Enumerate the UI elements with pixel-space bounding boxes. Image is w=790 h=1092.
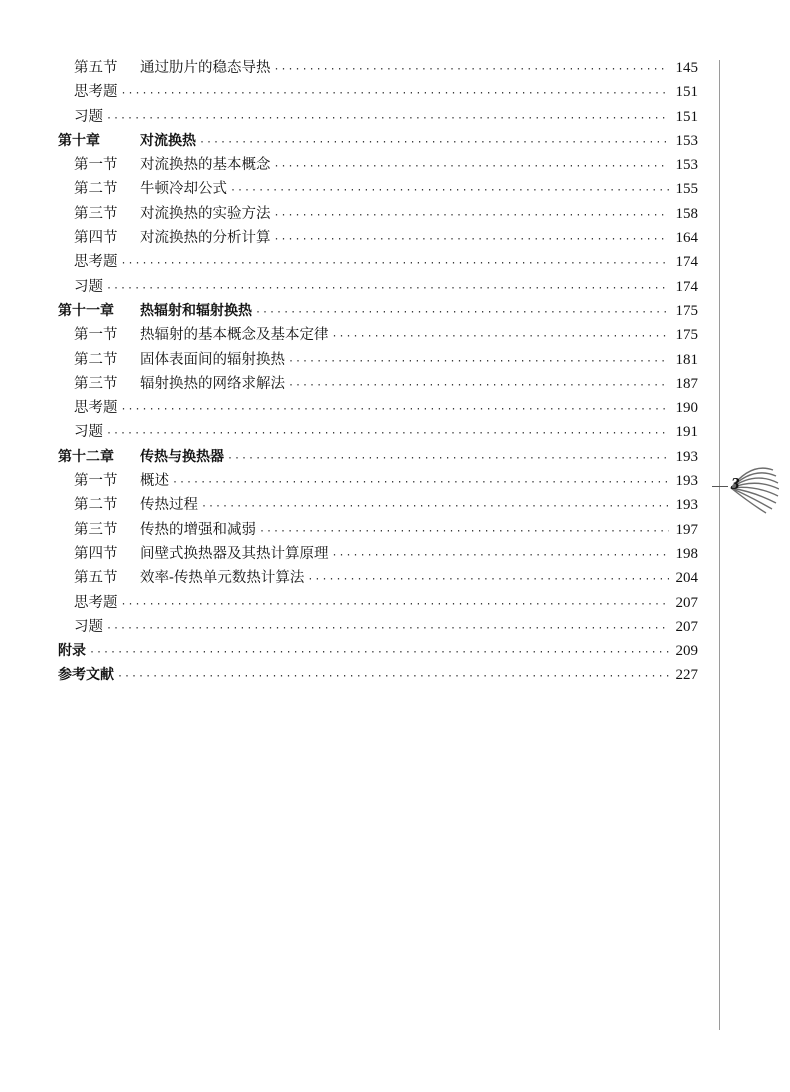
toc-section-row (58, 80, 698, 104)
toc-entry-number: 第二节 (74, 497, 118, 514)
toc-entry-number: 第二节 (74, 351, 118, 368)
toc-section-row (58, 226, 698, 250)
toc-entry-page: 151 (675, 84, 698, 101)
toc-entry-page: 153 (675, 157, 698, 174)
dot-leader (106, 277, 669, 301)
dot-leader (106, 617, 669, 641)
toc-entry-number: 第一节 (74, 327, 118, 344)
toc-entry-page: 207 (675, 594, 698, 611)
toc-section-row (58, 177, 698, 201)
toc-section-row (58, 56, 698, 80)
toc-section-row (58, 105, 698, 129)
dot-leader (121, 593, 670, 617)
dot-leader (288, 374, 669, 398)
dot-leader (255, 301, 669, 325)
toc-section-row (58, 615, 698, 639)
dot-leader (274, 58, 670, 82)
toc-entry-number: 第十章 (58, 132, 100, 149)
margin-rule (719, 60, 720, 1030)
dot-leader (106, 107, 669, 131)
page-number: 3 (731, 474, 740, 493)
toc-entry-title: 习题 (74, 618, 103, 635)
dot-leader (121, 398, 670, 422)
toc-entry-title: 对流换热的分析计算 (140, 230, 271, 247)
toc-entry-title: 牛顿冷却公式 (140, 181, 227, 198)
toc-chapter-row (58, 299, 698, 323)
toc-entry-title: 固体表面间的辐射换热 (140, 351, 285, 368)
toc-entry-page: 198 (675, 545, 698, 562)
toc-chapter-row (58, 129, 698, 153)
toc-section-row (58, 420, 698, 444)
toc-section-row (58, 542, 698, 566)
toc-entry-page: 158 (675, 205, 698, 222)
toc-entry-title: 思考题 (74, 400, 118, 417)
toc-entry-title: 热辐射的基本概念及基本定律 (140, 327, 329, 344)
toc-entry-number: 第十一章 (58, 302, 114, 319)
toc-entry-number: 第四节 (74, 230, 118, 247)
dot-leader (201, 495, 669, 519)
toc-entry-number: 第三节 (74, 375, 118, 392)
dot-leader (172, 471, 669, 495)
toc-chapter-row (58, 663, 698, 687)
toc-section-row (58, 469, 698, 493)
toc-entry-title: 思考题 (74, 84, 118, 101)
dot-leader (106, 422, 669, 446)
toc-entry-page: 155 (675, 181, 698, 198)
toc-entry-title: 习题 (74, 278, 103, 295)
toc-entry-page: 187 (675, 375, 698, 392)
dot-leader (259, 520, 669, 544)
toc-entry-page: 209 (675, 643, 698, 660)
table-of-contents (58, 56, 698, 688)
toc-entry-page: 227 (675, 667, 698, 684)
toc-entry-page: 193 (675, 473, 698, 490)
toc-entry-title: 习题 (74, 108, 103, 125)
toc-entry-title: 间壁式换热器及其热计算原理 (140, 545, 329, 562)
toc-entry-page: 197 (675, 521, 698, 538)
toc-entry-title: 参考文献 (58, 667, 114, 684)
dot-leader (332, 325, 670, 349)
dot-leader (274, 228, 670, 252)
dot-leader (117, 665, 669, 689)
toc-section-row (58, 591, 698, 615)
toc-entry-page: 175 (675, 302, 698, 319)
toc-entry-page: 193 (675, 448, 698, 465)
toc-entry-page: 164 (675, 230, 698, 247)
toc-entry-page: 207 (675, 618, 698, 635)
toc-entry-number: 第一节 (74, 473, 118, 490)
toc-entry-number: 第五节 (74, 570, 118, 587)
dot-leader (227, 447, 669, 471)
toc-entry-title: 传热与换热器 (140, 448, 224, 465)
toc-entry-page: 153 (675, 132, 698, 149)
dot-leader (89, 641, 669, 665)
dot-leader (307, 568, 669, 592)
dot-leader (332, 544, 670, 568)
toc-entry-number: 第五节 (74, 60, 118, 76)
toc-entry-page: 174 (675, 254, 698, 271)
toc-entry-page: 174 (675, 278, 698, 295)
toc-entry-title: 习题 (74, 424, 103, 441)
toc-entry-number: 第十二章 (58, 448, 114, 465)
toc-entry-page: 145 (675, 60, 698, 76)
toc-entry-number: 第一节 (74, 157, 118, 174)
toc-entry-number: 第四节 (74, 545, 118, 562)
toc-entry-title: 热辐射和辐射换热 (140, 302, 252, 319)
toc-entry-title: 思考题 (74, 254, 118, 271)
toc-section-row (58, 153, 698, 177)
toc-entry-title: 附录 (58, 643, 86, 660)
toc-entry-page: 191 (675, 424, 698, 441)
toc-section-row (58, 202, 698, 226)
toc-section-row (58, 493, 698, 517)
toc-section-row (58, 323, 698, 347)
toc-chapter-row (58, 445, 698, 469)
toc-entry-number: 第三节 (74, 205, 118, 222)
toc-section-row (58, 348, 698, 372)
toc-entry-page: 204 (675, 570, 698, 587)
dot-leader (230, 179, 669, 203)
toc-section-row (58, 372, 698, 396)
toc-entry-number: 第二节 (74, 181, 118, 198)
dot-leader (288, 350, 669, 374)
toc-entry-page: 151 (675, 108, 698, 125)
toc-section-row (58, 396, 698, 420)
toc-entry-number: 第三节 (74, 521, 118, 538)
dot-leader (199, 131, 669, 155)
toc-entry-title: 思考题 (74, 594, 118, 611)
toc-entry-page: 193 (675, 497, 698, 514)
dot-leader (121, 252, 670, 276)
dot-leader (274, 204, 670, 228)
toc-section-row (58, 518, 698, 542)
toc-entry-page: 175 (675, 327, 698, 344)
toc-entry-title: 传热的增强和减弱 (140, 521, 256, 538)
dot-leader (274, 155, 670, 179)
toc-entry-title: 概述 (140, 473, 169, 490)
toc-entry-title: 对流换热的基本概念 (140, 157, 271, 174)
toc-chapter-row (58, 639, 698, 663)
toc-entry-title: 辐射换热的网络求解法 (140, 375, 285, 392)
dot-leader (121, 82, 670, 106)
toc-section-row (58, 250, 698, 274)
toc-section-row (58, 275, 698, 299)
toc-entry-page: 181 (675, 351, 698, 368)
toc-entry-title: 传热过程 (140, 497, 198, 514)
toc-section-row (58, 566, 698, 590)
toc-entry-page: 190 (675, 400, 698, 417)
toc-entry-title: 对流换热 (140, 132, 196, 149)
toc-entry-title: 效率-传热单元数热计算法 (140, 570, 305, 587)
toc-entry-title: 对流换热的实验方法 (140, 205, 271, 222)
toc-entry-title: 通过肋片的稳态导热 (140, 60, 271, 76)
